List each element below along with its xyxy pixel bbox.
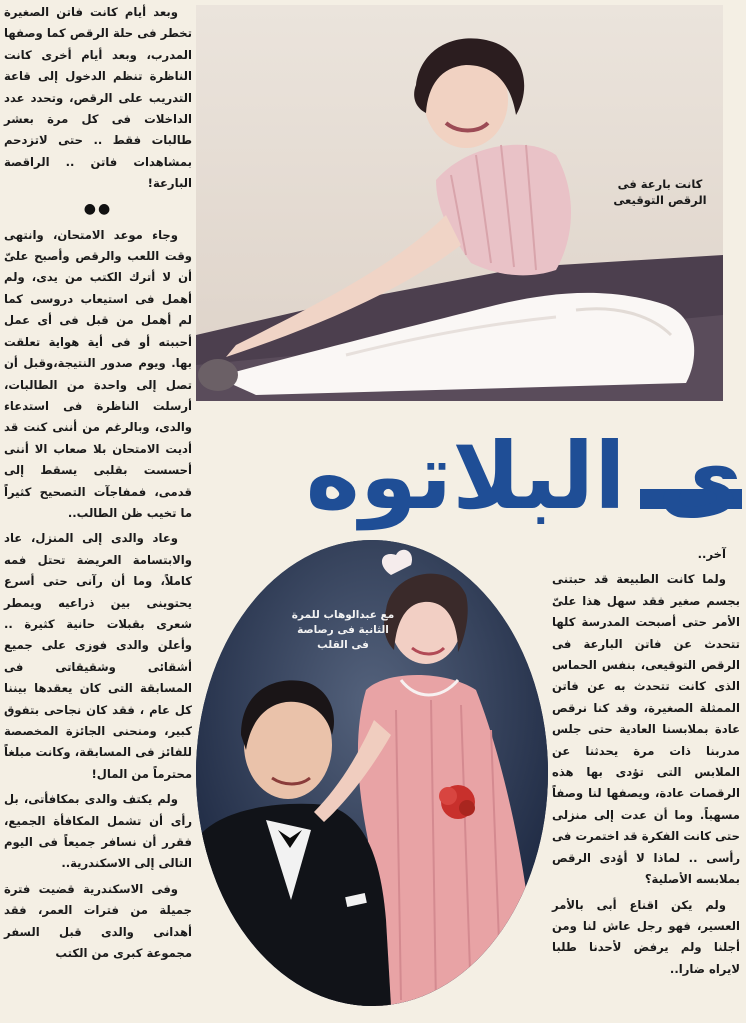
paragraph-separator: ●● bbox=[83, 200, 113, 217]
right-paragraph-3: ولم يكن اقناع أبى بالأمر العسير، فهو رجل عاش لنا ومن أجلنا ولم يرفض لأحدنا طلبا لايراه ضارا.. bbox=[552, 897, 740, 976]
right-text-column bbox=[552, 544, 740, 984]
left-text-column bbox=[4, 2, 192, 968]
oval-photo-caption: مع عبدالوهاب للمرة الثانية فى رصاصة فى القلب bbox=[291, 609, 395, 651]
right-paragraph-1: آخر.. bbox=[697, 547, 726, 561]
right-paragraph-2: ولما كانت الطبيعة قد حبتنى بجسم صغير فقد سهل هذا علىّ الأمر حتى أصبحت المدرسة كلها تتحدث عن فاتن البارعة فى الرقص التوقيعى، بنفس الحماس الذى كانت تتحدث به عن فاتن الممثلة الصغيرة، وقد كنا نرقص عادة بملابسنا العادية حتى جلس مدربنا ذات مرة يحدثنا عن الملابس التى تؤدى بها هذه الرقصات عادة، ويصفها لنا وصفاً مسهباً. وما أن عدت إلى منزلى حتى كانت الفكرة قد اختمرت فى رأسى .. لماذا لا أؤدى الرقص بملابسه الأصلية؟ bbox=[552, 572, 740, 887]
left-paragraph-4: ولم يكتف والدى بمكافأتى، بل رأى أن تشمل المكافأة الجميع، فقرر أن نسافر جميعاً فى اليوم التالى إلى الاسكندرية.. bbox=[4, 792, 192, 871]
article-headline: ى البلاتوه bbox=[305, 423, 742, 530]
left-paragraph-1: وبعد أيام كانت فاتن الصغيرة تخطر فى حلة الرقص كما وصفها المدرب، وبعد أيام أخرى كانت الناظرة تنظم الدخول إلى قاعة التدريب على الرقص، وتحدد عدد الداخلات فى كل مرة بعشر طالبات فقط .. حتى لاتزدحم بمشاهدات فاتن .. الراقصة البارعة! bbox=[4, 5, 192, 191]
left-paragraph-3: وعاد والدى إلى المنزل، عاد والابتسامة العريضة تحتل فمه كاملاً، وما أن رآنى حتى أسرع يحتوينى بين ذراعيه ويمطر شعرى بقبلات حانية كثيرة .. وأعلن والدى فوزى على جميع أشقائى وشقيقاتى فى المسابقة التى كان يعقدها بيننا كل عام ، فقد كان نجاحى بتفوق كبير، ومنحنى الجائزة المخصصة للفائز فى المسابقة، وكانت مبلغاً محترماً من المال! bbox=[4, 531, 192, 781]
left-paragraph-5: وفى الاسكندرية قضيت فترة جميلة من فترات العمر، فقد أهدانى والدى قبل السفر مجموعة كبرى من الكتب bbox=[4, 881, 192, 961]
top-photo-caption: كانت بارعة فى الرقص التوقيعى bbox=[613, 177, 707, 207]
left-paragraph-2: وجاء موعد الامتحان، وانتهى وقت اللعب والرقص وأصبح علىّ أن لا أترك الكتب من يدى، ولم أهمل فى استيعاب دروسى كما لم أهمل من قبل فى أى عمل أحببته أو فى أية هواية تعلقت بها. ويوم صدور النتيجة،وقبل أن تصل إلى واحدة من الطالبات، أرسلت الناظرة فى استدعاء والدى، وبالرغم من أننى كنت قد أديت الامتحان بلا صعاب الا أننى أحسست بقلبى يسقط إلى قدمى، فمفاجآت التصحيح كثيراً ما تخيب ظن الطالب.. bbox=[4, 227, 192, 520]
